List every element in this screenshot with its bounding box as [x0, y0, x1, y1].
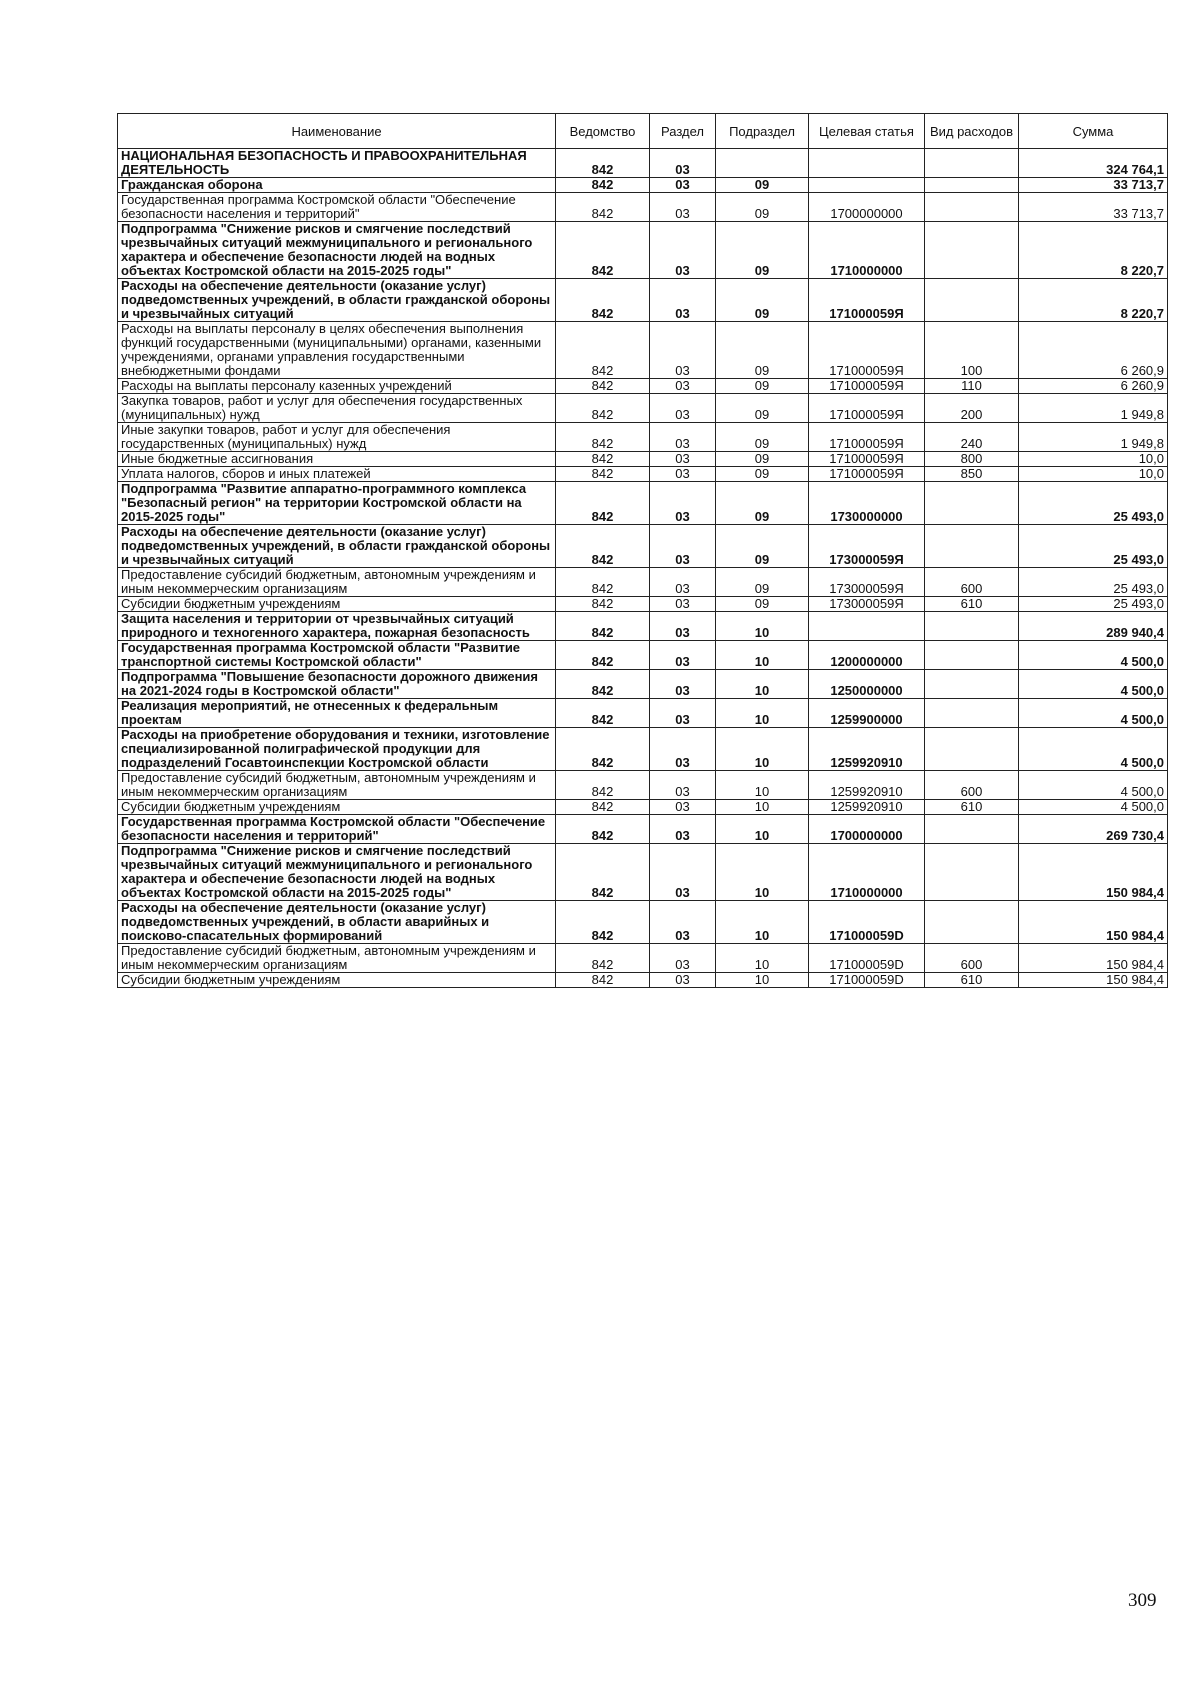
table-row	[118, 973, 1168, 988]
cell-amount: 10,0	[1019, 452, 1168, 467]
cell-amount: 4 500,0	[1019, 641, 1168, 670]
cell-subsection: 09	[716, 322, 809, 379]
cell-expense-type	[925, 641, 1019, 670]
cell-target-article	[809, 612, 925, 641]
cell-subsection: 09	[716, 568, 809, 597]
cell-amount: 4 500,0	[1019, 800, 1168, 815]
cell-subsection: 09	[716, 178, 809, 193]
table-row	[118, 482, 1168, 525]
cell-section: 03	[650, 222, 716, 279]
cell-subsection: 09	[716, 423, 809, 452]
table-row	[118, 394, 1168, 423]
table-row	[118, 279, 1168, 322]
cell-subsection	[716, 149, 809, 178]
cell-section: 03	[650, 728, 716, 771]
cell-target-article: 171000059Я	[809, 452, 925, 467]
cell-amount: 25 493,0	[1019, 482, 1168, 525]
cell-name: Иные закупки товаров, работ и услуг для обеспечения государственных (муниципальных) нужд	[118, 423, 556, 452]
cell-section: 03	[650, 193, 716, 222]
cell-expense-type: 850	[925, 467, 1019, 482]
cell-expense-type	[925, 178, 1019, 193]
cell-expense-type: 610	[925, 597, 1019, 612]
cell-subsection: 10	[716, 815, 809, 844]
cell-expense-type	[925, 728, 1019, 771]
cell-target-article: 171000059Я	[809, 423, 925, 452]
cell-target-article: 1259920910	[809, 728, 925, 771]
cell-name: Государственная программа Костромской области "Обеспечение безопасности населения и территорий"	[118, 193, 556, 222]
cell-target-article: 173000059Я	[809, 525, 925, 568]
cell-department: 842	[556, 597, 650, 612]
cell-name: Расходы на выплаты персоналу в целях обеспечения выполнения функций государственными (муниципальными) органами, казенными учреждениями, органами управления государственными внебюджетными фондами	[118, 322, 556, 379]
cell-name: Расходы на обеспечение деятельности (оказание услуг) подведомственных учреждений, в области гражданской обороны и чрезвычайных ситуаций	[118, 525, 556, 568]
cell-name: Закупка товаров, работ и услуг для обеспечения государственных (муниципальных) нужд	[118, 394, 556, 423]
cell-section: 03	[650, 699, 716, 728]
cell-expense-type: 200	[925, 394, 1019, 423]
cell-name: Иные бюджетные ассигнования	[118, 452, 556, 467]
cell-subsection: 09	[716, 193, 809, 222]
cell-name: Предоставление субсидий бюджетным, автономным учреждениям и иным некоммерческим организациям	[118, 568, 556, 597]
cell-subsection: 10	[716, 670, 809, 699]
cell-section: 03	[650, 800, 716, 815]
cell-section: 03	[650, 815, 716, 844]
cell-subsection: 10	[716, 944, 809, 973]
cell-department: 842	[556, 379, 650, 394]
cell-amount: 25 493,0	[1019, 525, 1168, 568]
cell-name: Расходы на обеспечение деятельности (оказание услуг) подведомственных учреждений, в области аварийных и поисково-спасательных формирований	[118, 901, 556, 944]
header-amount: Сумма	[1019, 114, 1168, 149]
table-row	[118, 728, 1168, 771]
cell-target-article: 1700000000	[809, 815, 925, 844]
table-row	[118, 901, 1168, 944]
cell-expense-type	[925, 149, 1019, 178]
cell-section: 03	[650, 279, 716, 322]
table-row	[118, 379, 1168, 394]
cell-amount: 269 730,4	[1019, 815, 1168, 844]
cell-subsection: 10	[716, 771, 809, 800]
table-row	[118, 699, 1168, 728]
cell-name: Подпрограмма "Развитие аппаратно-программного комплекса "Безопасный регион" на территории Костромской области на 2015-2025 годы"	[118, 482, 556, 525]
cell-department: 842	[556, 423, 650, 452]
cell-department: 842	[556, 612, 650, 641]
cell-department: 842	[556, 467, 650, 482]
cell-subsection: 10	[716, 973, 809, 988]
cell-amount: 4 500,0	[1019, 771, 1168, 800]
cell-expense-type: 600	[925, 944, 1019, 973]
cell-expense-type: 610	[925, 800, 1019, 815]
table-row	[118, 452, 1168, 467]
cell-department: 842	[556, 901, 650, 944]
cell-target-article: 171000059D	[809, 944, 925, 973]
cell-amount: 10,0	[1019, 467, 1168, 482]
cell-subsection: 09	[716, 379, 809, 394]
table-row	[118, 800, 1168, 815]
cell-name: Субсидии бюджетным учреждениям	[118, 800, 556, 815]
cell-name: Предоставление субсидий бюджетным, автономным учреждениям и иным некоммерческим организациям	[118, 771, 556, 800]
cell-section: 03	[650, 482, 716, 525]
cell-expense-type	[925, 815, 1019, 844]
cell-target-article: 171000059Я	[809, 394, 925, 423]
table-row	[118, 525, 1168, 568]
cell-target-article: 171000059Я	[809, 322, 925, 379]
table-row	[118, 467, 1168, 482]
cell-expense-type	[925, 193, 1019, 222]
cell-amount: 150 984,4	[1019, 844, 1168, 901]
cell-subsection: 10	[716, 728, 809, 771]
table-row	[118, 193, 1168, 222]
cell-section: 03	[650, 901, 716, 944]
cell-department: 842	[556, 322, 650, 379]
cell-name: Гражданская оборона	[118, 178, 556, 193]
header-department: Ведомство	[556, 114, 650, 149]
cell-name: Государственная программа Костромской области "Развитие транспортной системы Костромской области"	[118, 641, 556, 670]
page-number: 309	[1128, 1590, 1157, 1611]
cell-department: 842	[556, 525, 650, 568]
cell-department: 842	[556, 178, 650, 193]
cell-name: Субсидии бюджетным учреждениям	[118, 973, 556, 988]
cell-section: 03	[650, 525, 716, 568]
cell-target-article: 171000059D	[809, 973, 925, 988]
cell-department: 842	[556, 568, 650, 597]
cell-department: 842	[556, 482, 650, 525]
cell-target-article: 1700000000	[809, 193, 925, 222]
cell-section: 03	[650, 423, 716, 452]
cell-department: 842	[556, 699, 650, 728]
cell-target-article	[809, 178, 925, 193]
cell-target-article: 171000059D	[809, 901, 925, 944]
cell-expense-type	[925, 670, 1019, 699]
cell-amount: 33 713,7	[1019, 193, 1168, 222]
cell-department: 842	[556, 944, 650, 973]
cell-section: 03	[650, 379, 716, 394]
cell-subsection: 09	[716, 597, 809, 612]
cell-expense-type	[925, 612, 1019, 641]
table-row	[118, 771, 1168, 800]
table-row	[118, 423, 1168, 452]
header-target-article: Целевая статья	[809, 114, 925, 149]
cell-department: 842	[556, 394, 650, 423]
cell-subsection: 10	[716, 699, 809, 728]
cell-expense-type: 240	[925, 423, 1019, 452]
cell-target-article: 171000059Я	[809, 379, 925, 394]
table-row	[118, 815, 1168, 844]
cell-department: 842	[556, 149, 650, 178]
cell-name: Расходы на обеспечение деятельности (оказание услуг) подведомственных учреждений, в области гражданской обороны и чрезвычайных ситуаций	[118, 279, 556, 322]
cell-name: Субсидии бюджетным учреждениям	[118, 597, 556, 612]
table-row	[118, 670, 1168, 699]
cell-section: 03	[650, 641, 716, 670]
cell-section: 03	[650, 452, 716, 467]
cell-section: 03	[650, 944, 716, 973]
cell-subsection: 09	[716, 222, 809, 279]
cell-amount: 1 949,8	[1019, 423, 1168, 452]
cell-department: 842	[556, 771, 650, 800]
cell-department: 842	[556, 670, 650, 699]
cell-expense-type: 610	[925, 973, 1019, 988]
cell-subsection: 09	[716, 452, 809, 467]
cell-expense-type	[925, 279, 1019, 322]
table-row	[118, 149, 1168, 178]
cell-target-article: 1259900000	[809, 699, 925, 728]
cell-target-article: 173000059Я	[809, 568, 925, 597]
cell-section: 03	[650, 568, 716, 597]
cell-name: Подпрограмма "Снижение рисков и смягчение последствий чрезвычайных ситуаций межмуниципального и регионального характера и обеспечение безопасности людей на водных объектах Костромской области на 2015-2025 годы"	[118, 844, 556, 901]
cell-section: 03	[650, 322, 716, 379]
cell-name: Расходы на выплаты персоналу казенных учреждений	[118, 379, 556, 394]
cell-department: 842	[556, 728, 650, 771]
cell-department: 842	[556, 222, 650, 279]
cell-department: 842	[556, 844, 650, 901]
cell-amount: 4 500,0	[1019, 699, 1168, 728]
cell-expense-type: 110	[925, 379, 1019, 394]
header-section: Раздел	[650, 114, 716, 149]
cell-amount: 1 949,8	[1019, 394, 1168, 423]
cell-section: 03	[650, 612, 716, 641]
cell-target-article: 1730000000	[809, 482, 925, 525]
cell-department: 842	[556, 641, 650, 670]
cell-amount: 6 260,9	[1019, 322, 1168, 379]
table-row	[118, 844, 1168, 901]
cell-target-article: 171000059Я	[809, 467, 925, 482]
table-row	[118, 612, 1168, 641]
cell-section: 03	[650, 973, 716, 988]
cell-name: Реализация мероприятий, не отнесенных к федеральным проектам	[118, 699, 556, 728]
cell-amount: 6 260,9	[1019, 379, 1168, 394]
cell-section: 03	[650, 467, 716, 482]
cell-amount: 150 984,4	[1019, 944, 1168, 973]
table-header-row	[118, 114, 1168, 149]
cell-expense-type	[925, 901, 1019, 944]
cell-section: 03	[650, 394, 716, 423]
cell-amount: 8 220,7	[1019, 222, 1168, 279]
cell-amount: 150 984,4	[1019, 901, 1168, 944]
cell-department: 842	[556, 279, 650, 322]
cell-expense-type	[925, 482, 1019, 525]
cell-name: Уплата налогов, сборов и иных платежей	[118, 467, 556, 482]
cell-department: 842	[556, 193, 650, 222]
table-row	[118, 568, 1168, 597]
cell-name: Предоставление субсидий бюджетным, автономным учреждениям и иным некоммерческим организациям	[118, 944, 556, 973]
cell-target-article: 173000059Я	[809, 597, 925, 612]
cell-target-article: 1259920910	[809, 800, 925, 815]
cell-section: 03	[650, 844, 716, 901]
cell-section: 03	[650, 670, 716, 699]
cell-amount: 4 500,0	[1019, 728, 1168, 771]
cell-section: 03	[650, 771, 716, 800]
header-name: Наименование	[118, 114, 556, 149]
cell-target-article	[809, 149, 925, 178]
cell-target-article: 1250000000	[809, 670, 925, 699]
table-row	[118, 178, 1168, 193]
cell-target-article: 171000059Я	[809, 279, 925, 322]
cell-section: 03	[650, 597, 716, 612]
cell-amount: 25 493,0	[1019, 568, 1168, 597]
cell-amount: 150 984,4	[1019, 973, 1168, 988]
cell-subsection: 09	[716, 467, 809, 482]
cell-department: 842	[556, 973, 650, 988]
cell-section: 03	[650, 149, 716, 178]
cell-section: 03	[650, 178, 716, 193]
cell-subsection: 10	[716, 641, 809, 670]
cell-name: Государственная программа Костромской области "Обеспечение безопасности населения и территорий"	[118, 815, 556, 844]
cell-expense-type: 600	[925, 771, 1019, 800]
table-row	[118, 222, 1168, 279]
cell-department: 842	[556, 800, 650, 815]
cell-target-article: 1200000000	[809, 641, 925, 670]
table-row	[118, 944, 1168, 973]
cell-amount: 324 764,1	[1019, 149, 1168, 178]
table-row	[118, 641, 1168, 670]
table-body	[118, 149, 1168, 988]
table-row	[118, 322, 1168, 379]
budget-table	[117, 113, 1168, 988]
cell-target-article: 1710000000	[809, 222, 925, 279]
cell-expense-type	[925, 699, 1019, 728]
cell-amount: 4 500,0	[1019, 670, 1168, 699]
header-expense-type: Вид расходов	[925, 114, 1019, 149]
cell-subsection: 09	[716, 279, 809, 322]
cell-target-article: 1259920910	[809, 771, 925, 800]
cell-name: Подпрограмма "Повышение безопасности дорожного движения на 2021-2024 годы в Костромской области"	[118, 670, 556, 699]
table-row	[118, 597, 1168, 612]
cell-expense-type: 600	[925, 568, 1019, 597]
cell-name: Расходы на приобретение оборудования и техники, изготовление специализированной полиграфической продукции для подразделений Госавтоинспекции Костромской области	[118, 728, 556, 771]
cell-name: Подпрограмма "Снижение рисков и смягчение последствий чрезвычайных ситуаций межмуниципального и регионального характера и обеспечение безопасности людей на водных объектах Костромской области на 2015-2025 годы"	[118, 222, 556, 279]
cell-target-article: 1710000000	[809, 844, 925, 901]
cell-subsection: 10	[716, 612, 809, 641]
cell-expense-type: 100	[925, 322, 1019, 379]
cell-expense-type	[925, 222, 1019, 279]
cell-name: Защита населения и территории от чрезвычайных ситуаций природного и техногенного характера, пожарная безопасность	[118, 612, 556, 641]
cell-expense-type	[925, 844, 1019, 901]
cell-department: 842	[556, 452, 650, 467]
cell-amount: 8 220,7	[1019, 279, 1168, 322]
cell-expense-type	[925, 525, 1019, 568]
cell-subsection: 09	[716, 482, 809, 525]
cell-expense-type: 800	[925, 452, 1019, 467]
cell-subsection: 10	[716, 844, 809, 901]
cell-amount: 289 940,4	[1019, 612, 1168, 641]
cell-department: 842	[556, 815, 650, 844]
cell-subsection: 09	[716, 525, 809, 568]
cell-subsection: 09	[716, 394, 809, 423]
cell-name: НАЦИОНАЛЬНАЯ БЕЗОПАСНОСТЬ И ПРАВООХРАНИТЕЛЬНАЯ ДЕЯТЕЛЬНОСТЬ	[118, 149, 556, 178]
cell-subsection: 10	[716, 901, 809, 944]
cell-subsection: 10	[716, 800, 809, 815]
cell-amount: 25 493,0	[1019, 597, 1168, 612]
cell-amount: 33 713,7	[1019, 178, 1168, 193]
header-subsection: Подраздел	[716, 114, 809, 149]
